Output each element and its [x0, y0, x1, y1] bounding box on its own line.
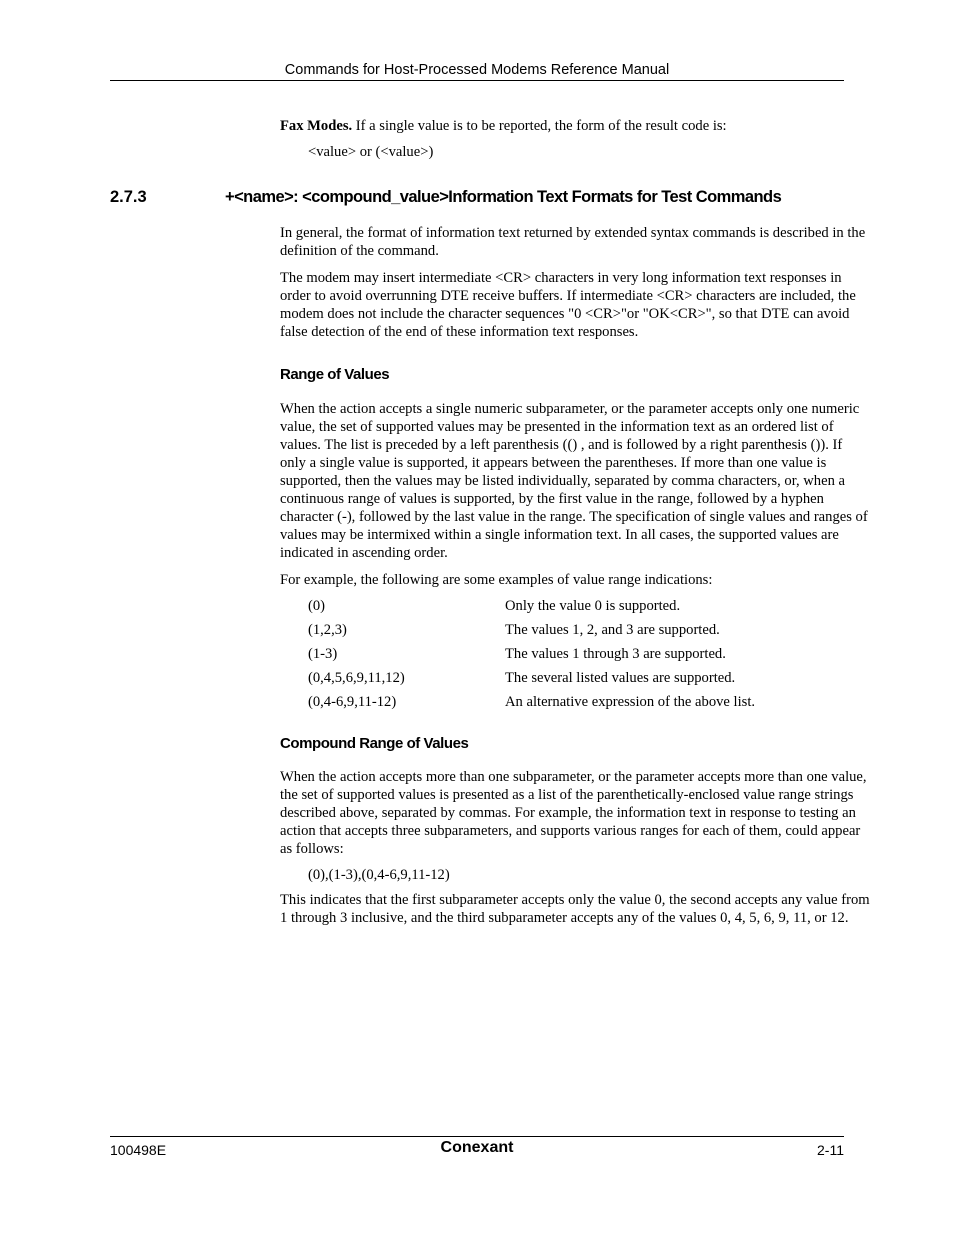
footer-page-number: 2-11 — [817, 1142, 844, 1158]
running-header-title: Commands for Host-Processed Modems Reference Manual — [284, 62, 670, 78]
range-example-value: (1-3) — [308, 646, 338, 662]
range-example-description: Only the value 0 is supported. — [505, 598, 681, 614]
footer-rule — [110, 1136, 844, 1137]
range-example-row — [308, 693, 868, 711]
range-example-value: (0) — [308, 598, 326, 614]
range-example-value: (0,4,5,6,9,11,12) — [308, 670, 405, 686]
range-example-description: An alternative expression of the above list. — [505, 694, 756, 710]
fax-modes-text: If a single value is to be reported, the form of the result code is: — [352, 118, 727, 134]
compound-range-explanation: This indicates that the first subparameter accepts only the value 0, the second accepts any value from 1 through 3 inclusive, and the third subparameter accepts any of the values 0, 4, 5, 6, 9, 11, or 12. — [280, 892, 870, 926]
fax-modes-paragraph — [280, 117, 870, 135]
section-paragraph-1: In general, the format of information text returned by extended syntax commands is described in the definition of the command. — [280, 225, 866, 259]
range-example-description: The values 1 through 3 are supported. — [505, 646, 726, 662]
compound-range-paragraph: When the action accepts more than one subparameter, or the parameter accepts more than one value, the set of supported values is presented as a list of the parenthetically-enclosed value range strings described above, separated by commas. For example, the information text in response to testing an action that accepts three subparameters, and supports various ranges for each of them, could appear as follows: — [280, 769, 867, 857]
range-of-values-paragraph: When the action accepts a single numeric subparameter, or the parameter accepts only one numeric value, the set of supported values may be presented in the information text as an ordered list of values. The list is preceded by a left parenthesis (() , and is followed by a right parenthesis ()). If only a single value is supported, it appears between the parentheses. If more than one value is supported, then the values may be listed individually, separated by comma characters, or, when a continuous range of values is supported, by the first value in the range, followed by a hyphen character (-), followed by the last value in the range. The specification of single values and ranges of values may be intermixed within a single information text. In all cases, the supported values are indicated in ascending order. — [280, 401, 868, 561]
section-title: +<name>: <compound_value>Information Text Formats for Test Commands — [225, 188, 782, 206]
range-example-row — [308, 645, 868, 663]
range-of-values-heading: Range of Values — [280, 366, 390, 383]
range-example-description: The several listed values are supported. — [505, 670, 736, 686]
compound-range-example: (0),(1-3),(0,4-6,9,11-12) — [308, 867, 450, 883]
header-rule — [110, 80, 844, 81]
range-example-description: The values 1, 2, and 3 are supported. — [505, 622, 720, 638]
section-number: 2.7.3 — [110, 188, 147, 206]
fax-modes-example: <value> or (<value>) — [308, 144, 434, 160]
range-example-row — [308, 597, 868, 615]
footer-company: Conexant — [440, 1139, 514, 1156]
section-paragraph-2: The modem may insert intermediate <CR> characters in very long information text responses in order to avoid overrunning DTE receive buffers. If intermediate <CR> characters are included, the modem does not include the character sequences "0 <CR>"or "OK<CR>", so that DTE can avoid false detection of the end of these information text responses. — [280, 270, 856, 340]
range-examples-intro: For example, the following are some examples of value range indications: — [280, 572, 713, 588]
compound-range-heading: Compound Range of Values — [280, 735, 469, 752]
range-example-value: (0,4-6,9,11-12) — [308, 694, 397, 710]
range-example-row — [308, 669, 868, 687]
footer-doc-number: 100498E — [110, 1142, 167, 1158]
range-example-row — [308, 621, 868, 639]
range-example-value: (1,2,3) — [308, 622, 347, 638]
fax-modes-label: Fax Modes. — [280, 118, 353, 134]
